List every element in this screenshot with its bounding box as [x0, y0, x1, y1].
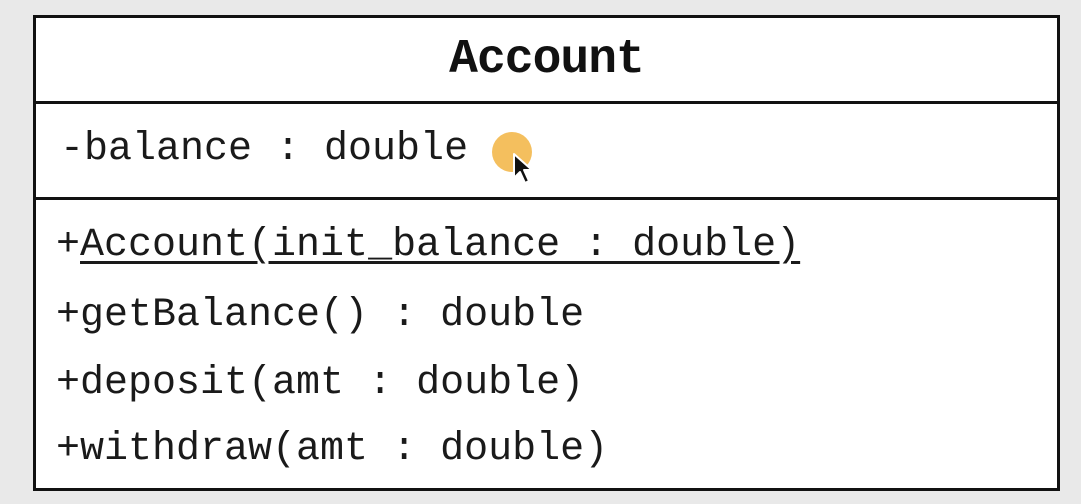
operation-get-balance [56, 292, 584, 340]
class-name-compartment [36, 18, 1057, 104]
operation-visibility: + [56, 223, 81, 268]
uml-class-box [33, 15, 1060, 491]
attributes-compartment [36, 104, 1057, 200]
operation-constructor [56, 222, 800, 270]
operation-visibility: + [56, 427, 81, 472]
operation-visibility: + [56, 361, 81, 406]
operation-signature: withdraw(amt : double) [80, 427, 609, 472]
operation-signature: deposit(amt : double) [80, 361, 585, 406]
mouse-pointer-icon [512, 152, 534, 186]
operation-signature: Account(init_balance : double) [80, 223, 801, 268]
operation-visibility: + [56, 293, 81, 338]
class-name: Account [449, 32, 644, 87]
operation-signature: getBalance() : double [80, 293, 585, 338]
operation-withdraw [56, 426, 608, 474]
operations-compartment [36, 200, 1057, 485]
attribute-balance: -balance : double [60, 127, 469, 172]
operation-deposit [56, 360, 584, 408]
